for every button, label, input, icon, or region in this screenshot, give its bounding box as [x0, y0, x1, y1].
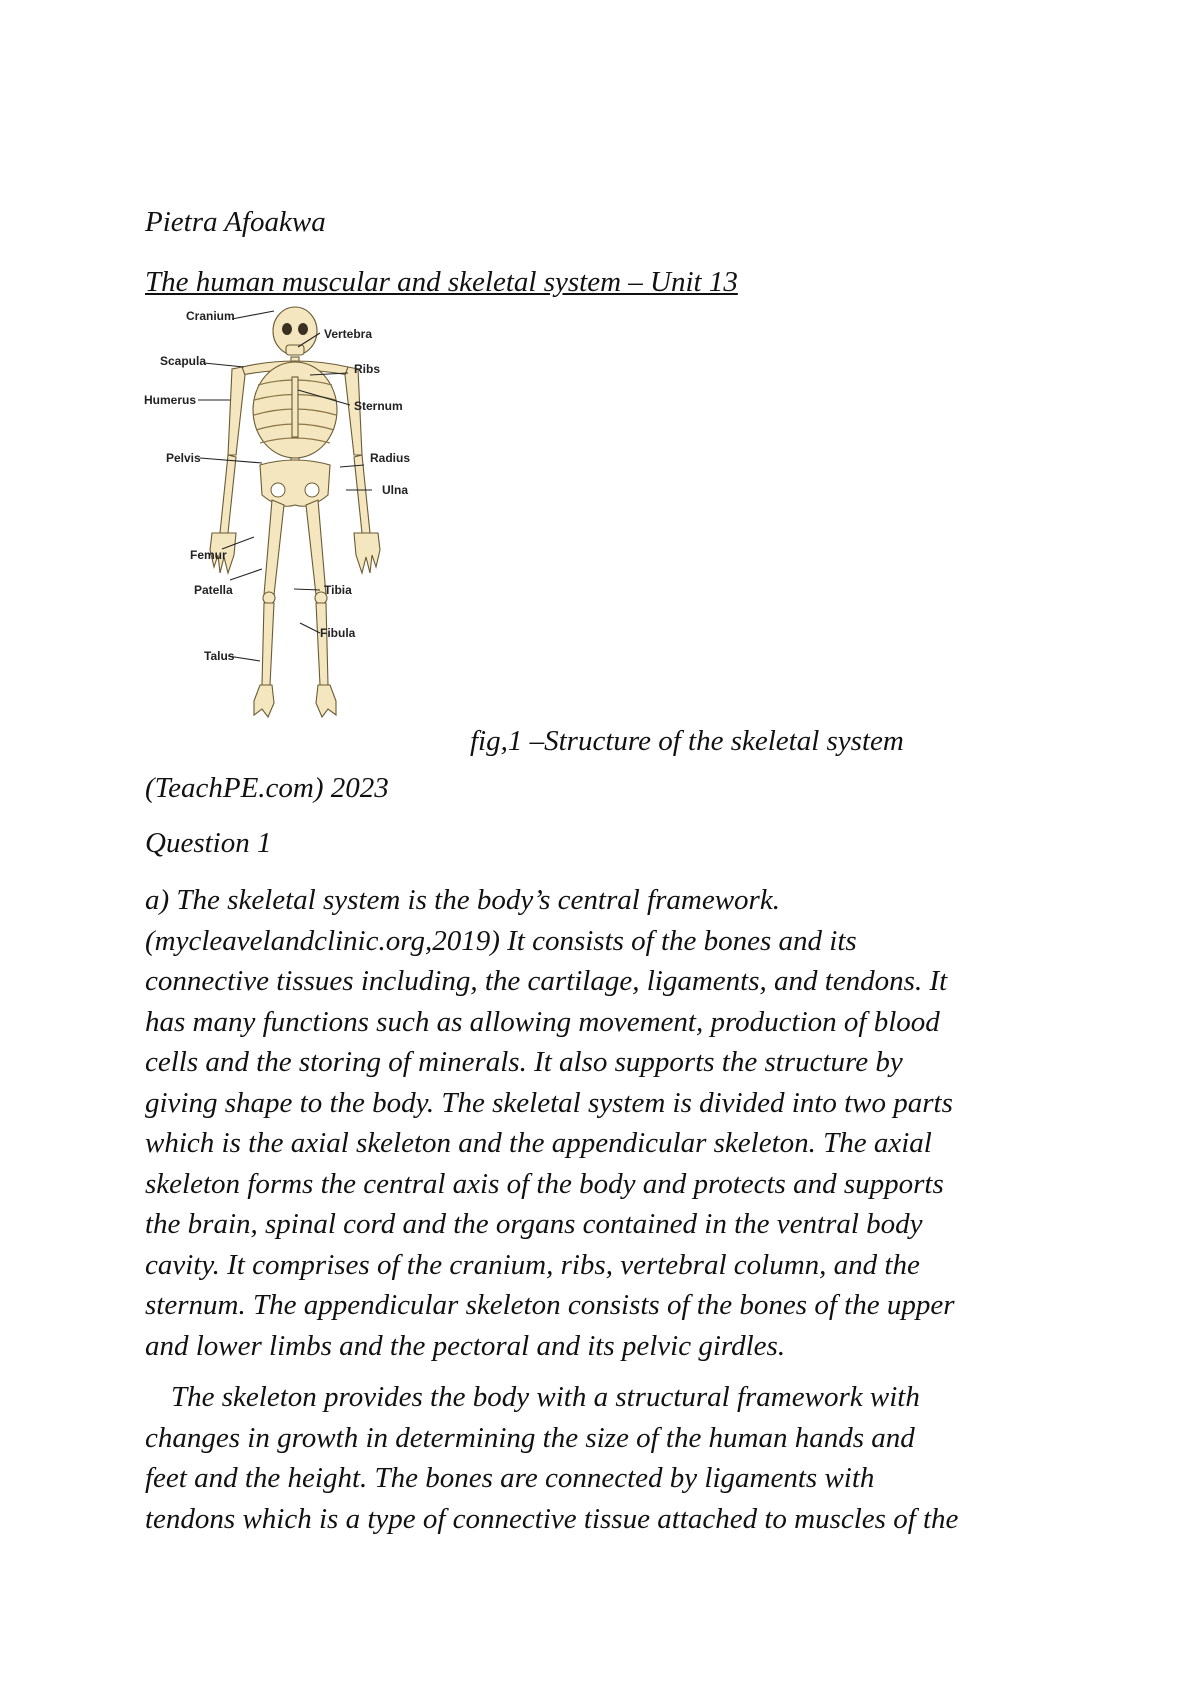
text-line: tendons which is a type of connective tissue attached to muscles of the: [145, 1502, 959, 1535]
label-fibula: Fibula: [320, 626, 356, 640]
skeleton-diagram: [144, 305, 450, 755]
text-line: skeleton forms the central axis of the body and protects and supports: [145, 1167, 944, 1200]
answer-paragraph-1: [145, 880, 1065, 1366]
label-tibia: Tibia: [324, 583, 352, 597]
label-sternum: Sternum: [354, 399, 403, 413]
label-radius: Radius: [370, 451, 411, 465]
pelvis-bone: [260, 460, 330, 506]
text-line: has many functions such as allowing movement, production of blood: [145, 1005, 940, 1038]
text-line: a) The skeletal system is the body’s central framework.: [145, 884, 780, 916]
figure-caption: fig,1 –Structure of the skeletal system: [470, 725, 904, 757]
text-line: which is the axial skeleton and the appendicular skeleton. The axial: [145, 1127, 932, 1159]
label-pelvis: Pelvis: [166, 451, 201, 465]
text-line: connective tissues including, the cartilage, ligaments, and tendons. It: [145, 965, 948, 997]
label-humerus: Humerus: [144, 393, 197, 407]
text-line: cavity. It comprises of the cranium, ribs, vertebral column, and the: [145, 1248, 920, 1281]
text-line: changes in growth in determining the size of the human hands and: [145, 1421, 915, 1454]
label-scapula: Scapula: [160, 354, 207, 368]
label-ribs: Ribs: [354, 362, 381, 376]
text-line: sternum. The appendicular skeleton consists of the bones of the upper: [145, 1289, 955, 1321]
figure-source: (TeachPE.com) 2023: [145, 772, 389, 804]
author-name: Pietra Afoakwa: [145, 206, 326, 238]
label-patella: Patella: [194, 583, 233, 597]
label-talus: Talus: [204, 649, 235, 663]
label-vertebra: Vertebra: [324, 327, 373, 341]
text-line: (mycleavelandclinic.org,2019) It consists of the bones and its: [145, 924, 857, 957]
text-line: The skeleton provides the body with a structural framework with: [171, 1381, 920, 1413]
text-line: the brain, spinal cord and the organs contained in the ventral body: [145, 1208, 923, 1240]
text-line: feet and the height. The bones are connected by ligaments with: [145, 1462, 875, 1494]
label-ulna: Ulna: [382, 483, 409, 497]
text-line: cells and the storing of minerals. It also supports the structure by: [145, 1046, 903, 1078]
skeleton-figure: [144, 305, 450, 755]
label-cranium: Cranium: [186, 309, 235, 323]
answer-paragraph-2: [145, 1377, 1065, 1539]
label-femur: Femur: [190, 548, 227, 562]
document-title: The human muscular and skeletal system – Unit 13: [145, 266, 738, 298]
question-heading: Question 1: [145, 827, 272, 859]
text-line: and lower limbs and the pectoral and its pelvic girdles.: [145, 1329, 786, 1362]
text-line: giving shape to the body. The skeletal system is divided into two parts: [145, 1086, 953, 1119]
